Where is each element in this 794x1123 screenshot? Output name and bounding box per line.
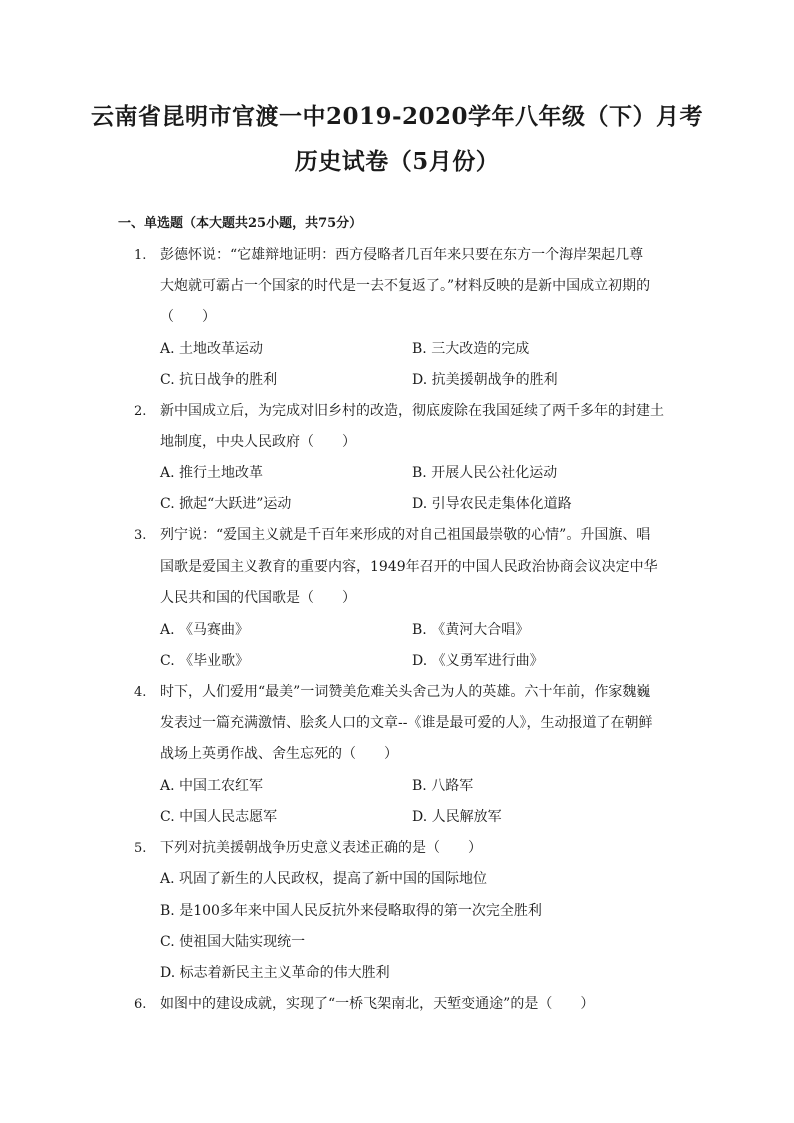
question-5-option-c: C. 使祖国大陆实现统一 (160, 934, 306, 950)
question-2-option-b: B. 开展人民公社化运动 (412, 465, 558, 481)
question-1-option-d: D. 抗美援朝战争的胜利 (412, 372, 558, 388)
question-2-number: 2. (134, 404, 147, 419)
question-1-option-b: B. 三大改造的完成 (412, 341, 530, 357)
question-3-stem-line: 列宁说：“爱国主义就是千百年来形成的对自己祖国最崇敬的心情”。升国旗、唱 (160, 527, 651, 543)
question-5-option-b: B. 是100多年来中国人民反抗外来侵略取得的第一次完全胜利 (160, 903, 542, 919)
question-3-option-d: D. 《义勇军进行曲》 (412, 653, 544, 669)
question-3-stem-line: 人民共和国的代国歌是（ ） (160, 590, 356, 606)
section-header: 一、单选题（本大题共25小题，共75分） (118, 216, 363, 231)
question-4-number: 4. (134, 685, 147, 700)
question-4-option-c: C. 中国人民志愿军 (160, 809, 278, 825)
exam-title-line2: 历史试卷（5月份） (294, 148, 500, 175)
question-6-number: 6. (134, 997, 147, 1012)
question-1-stem-line: （ ） (160, 309, 216, 325)
question-2-stem-line: 新中国成立后，为完成对旧乡村的改造，彻底废除在我国延续了两千多年的封建土 (160, 403, 664, 419)
question-4-option-a: A. 中国工农红军 (160, 778, 264, 794)
question-1-option-c: C. 抗日战争的胜利 (160, 372, 278, 388)
question-6-stem-line: 如图中的建设成就，实现了“一桥飞架南北，天堑变通途”的是（ ） (160, 996, 595, 1012)
question-1-option-a: A. 土地改革运动 (160, 341, 264, 357)
question-2-option-a: A. 推行土地改革 (160, 465, 264, 481)
question-5-option-a: A. 巩固了新生的人民政权，提高了新中国的国际地位 (160, 871, 488, 887)
question-3-option-b: B. 《黄河大合唱》 (412, 622, 530, 638)
question-4-option-d: D. 人民解放军 (412, 809, 502, 825)
exam-title-line1: 云南省昆明市官渡一中2019-2020学年八年级（下）月考 (90, 103, 704, 130)
question-4-option-b: B. 八路军 (412, 778, 474, 794)
question-3-number: 3. (134, 528, 147, 543)
question-1-stem-line: 大炮就可霸占一个国家的时代是一去不复返了。”材料反映的是新中国成立初期的 (160, 278, 651, 294)
question-4-stem-line: 时下，人们爱用“最美”一词赞美危难关头舍己为人的英雄。六十年前，作家魏巍 (160, 684, 651, 700)
question-3-option-a: A. 《马赛曲》 (160, 622, 250, 638)
question-5-option-d: D. 标志着新民主主义革命的伟大胜利 (160, 965, 390, 981)
question-1-stem-line: 彭德怀说：“它雄辩地证明：西方侵略者几百年来只要在东方一个海岸架起几尊 (160, 247, 644, 263)
question-2-stem-line: 地制度，中央人民政府（ ） (160, 434, 356, 450)
question-2-option-c: C. 掀起“大跃进”运动 (160, 496, 292, 512)
question-5-number: 5. (134, 841, 147, 856)
question-1-number: 1. (134, 248, 147, 263)
question-2-option-d: D. 引导农民走集体化道路 (412, 496, 572, 512)
question-5-stem-line: 下列对抗美援朝战争历史意义表述正确的是（ ） (160, 840, 482, 856)
question-3-stem-line: 国歌是爱国主义教育的重要内容，1949年召开的中国人民政治协商会议决定中华 (160, 559, 658, 575)
question-4-stem-line: 发表过一篇充满激情、脍炙人口的文章--《谁是最可爱的人》，生动报道了在朝鲜 (160, 715, 653, 731)
question-4-stem-line: 战场上英勇作战、舍生忘死的（ ） (160, 746, 398, 762)
question-3-option-c: C. 《毕业歌》 (160, 653, 250, 669)
